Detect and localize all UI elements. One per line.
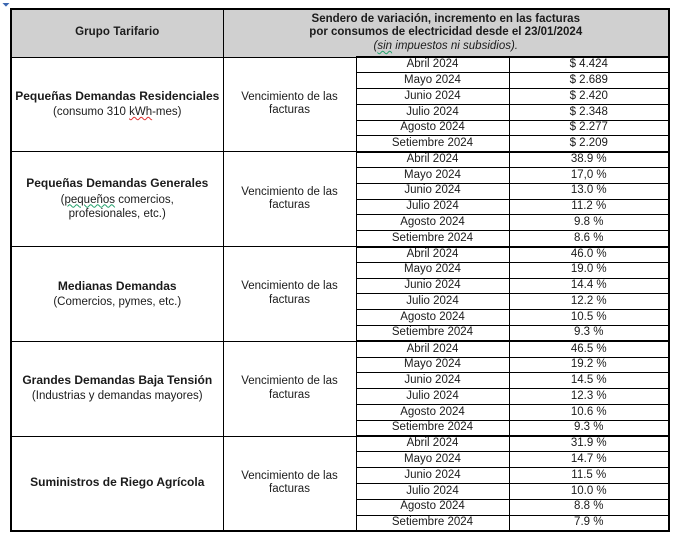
group-title: Pequeñas Demandas Generales	[26, 176, 209, 191]
table-row	[11, 57, 669, 73]
month-cell: Agosto 2024	[356, 215, 509, 231]
group-subtitle	[15, 105, 220, 120]
vencimiento-line-1: Vencimiento de las	[241, 375, 338, 388]
sendero-line-3	[227, 40, 666, 54]
vencimiento-cell-pequenas-demandas-residenciales	[223, 57, 356, 152]
month-cell: Junio 2024	[356, 373, 509, 389]
month-cell: Agosto 2024	[356, 405, 509, 421]
group-name-cell-grandes-demandas-baja-tension	[11, 341, 223, 436]
month-cell: Julio 2024	[356, 484, 509, 500]
value-cell: $ 2.689	[509, 73, 669, 89]
group-name-cell-medianas-demandas	[11, 247, 223, 342]
group-title: Suministros de Riego Agrícola	[30, 475, 205, 490]
table-body	[11, 57, 669, 531]
vencimiento-line-2: facturas	[269, 483, 310, 496]
value-cell: $ 2.277	[509, 120, 669, 136]
month-cell: Julio 2024	[356, 104, 509, 120]
column-header-sendero-variacion	[223, 9, 669, 57]
month-cell: Abril 2024	[356, 57, 509, 73]
month-cell: Agosto 2024	[356, 310, 509, 326]
value-cell: 7.9 %	[509, 515, 669, 531]
group-title: Medianas Demandas	[57, 278, 177, 293]
value-cell: 46.5 %	[509, 341, 669, 357]
value-cell: 12.3 %	[509, 389, 669, 405]
value-cell: 9.3 %	[509, 326, 669, 342]
group-subtitle-prefix: (	[60, 193, 65, 206]
month-cell: Agosto 2024	[356, 120, 509, 136]
value-cell: 8.6 %	[509, 231, 669, 247]
value-cell: 19.0 %	[509, 262, 669, 278]
value-cell: 8.8 %	[509, 499, 669, 515]
month-cell: Abril 2024	[356, 247, 509, 263]
month-cell: Setiembre 2024	[356, 515, 509, 531]
month-cell: Mayo 2024	[356, 73, 509, 89]
month-cell: Julio 2024	[356, 389, 509, 405]
group-name-cell-pequenas-demandas-generales	[11, 152, 223, 247]
month-cell: Abril 2024	[356, 436, 509, 452]
vencimiento-line-1: Vencimiento de las	[241, 90, 338, 103]
value-cell: 9.8 %	[509, 215, 669, 231]
sendero-line3-rest: impuestos ni subsidios).	[392, 39, 518, 52]
value-cell: 19.2 %	[509, 357, 669, 373]
tariff-table	[10, 8, 670, 532]
group-name-cell-suministros-de-riego-agricola	[11, 436, 223, 531]
month-cell: Mayo 2024	[356, 357, 509, 373]
value-cell: 11.2 %	[509, 199, 669, 215]
month-cell: Mayo 2024	[356, 262, 509, 278]
group-subtitle-flagged-word: kWh	[129, 106, 153, 119]
month-cell: Abril 2024	[356, 152, 509, 168]
sendero-line-2: por consumos de electricidad desde el 23/01/2024	[309, 26, 583, 39]
sendero-line3-flagged-word: sin	[377, 39, 393, 52]
month-cell: Setiembre 2024	[356, 420, 509, 436]
vencimiento-line-1: Vencimiento de las	[241, 469, 338, 482]
value-cell: $ 2.348	[509, 104, 669, 120]
header-row	[11, 9, 669, 57]
month-cell: Setiembre 2024	[356, 136, 509, 152]
vencimiento-line-1: Vencimiento de las	[241, 280, 338, 293]
table-row	[11, 436, 669, 452]
sendero-line-1: Sendero de variación, incremento en las facturas	[311, 12, 580, 25]
value-cell: 17,0 %	[509, 168, 669, 184]
value-cell: 31.9 %	[509, 436, 669, 452]
vencimiento-line-2: facturas	[269, 199, 310, 212]
month-cell: Junio 2024	[356, 183, 509, 199]
group-subtitle	[15, 193, 220, 208]
month-cell: Mayo 2024	[356, 168, 509, 184]
table-header	[11, 9, 669, 57]
value-cell: 9.3 %	[509, 420, 669, 436]
group-subtitle-line-2: profesionales, etc.)	[68, 208, 166, 221]
value-cell: 11.5 %	[509, 468, 669, 484]
group-subtitle-flagged-word: pequeños	[64, 193, 116, 206]
group-subtitle: (Comercios, pymes, etc.)	[53, 295, 182, 308]
object-anchor-icon: ⏷	[2, 0, 10, 11]
month-cell: Junio 2024	[356, 278, 509, 294]
group-subtitle-rest: comercios,	[115, 193, 174, 206]
value-cell: $ 4.424	[509, 57, 669, 73]
value-cell: 14.7 %	[509, 452, 669, 468]
month-cell: Agosto 2024	[356, 499, 509, 515]
value-cell: 46.0 %	[509, 247, 669, 263]
table-row	[11, 152, 669, 168]
tariff-table-container	[10, 8, 668, 531]
group-name-cell-pequenas-demandas-residenciales	[11, 57, 223, 152]
value-cell: 14.5 %	[509, 373, 669, 389]
month-cell: Mayo 2024	[356, 452, 509, 468]
value-cell: $ 2.420	[509, 89, 669, 105]
vencimiento-line-1: Vencimiento de las	[241, 185, 338, 198]
sendero-line3-prefix: (	[373, 39, 378, 52]
table-row	[11, 247, 669, 263]
month-cell: Julio 2024	[356, 294, 509, 310]
value-cell: 38.9 %	[509, 152, 669, 168]
group-title: Grandes Demandas Baja Tensión	[22, 373, 213, 388]
value-cell: 10.0 %	[509, 484, 669, 500]
vencimiento-cell-pequenas-demandas-generales	[223, 152, 356, 247]
table-row	[11, 341, 669, 357]
value-cell: 14.4 %	[509, 278, 669, 294]
value-cell: 13.0 %	[509, 183, 669, 199]
value-cell: 12.2 %	[509, 294, 669, 310]
value-cell: $ 2.209	[509, 136, 669, 152]
value-cell: 10.5 %	[509, 310, 669, 326]
group-subtitle-rest: -mes)	[152, 106, 182, 119]
vencimiento-cell-medianas-demandas	[223, 247, 356, 342]
vencimiento-cell-grandes-demandas-baja-tension	[223, 341, 356, 436]
value-cell: 10.6 %	[509, 405, 669, 421]
column-header-grupo-tarifario: Grupo Tarifario	[11, 9, 223, 57]
group-subtitle: (Industrias y demandas mayores)	[31, 390, 203, 403]
vencimiento-line-2: facturas	[269, 388, 310, 401]
month-cell: Julio 2024	[356, 199, 509, 215]
vencimiento-line-2: facturas	[269, 104, 310, 117]
month-cell: Setiembre 2024	[356, 326, 509, 342]
month-cell: Junio 2024	[356, 468, 509, 484]
month-cell: Junio 2024	[356, 89, 509, 105]
month-cell: Abril 2024	[356, 341, 509, 357]
group-subtitle-prefix: (consumo 310	[53, 106, 130, 119]
vencimiento-line-2: facturas	[269, 293, 310, 306]
group-title: Pequeñas Demandas Residenciales	[15, 88, 220, 103]
month-cell: Setiembre 2024	[356, 231, 509, 247]
vencimiento-cell-suministros-de-riego-agricola	[223, 436, 356, 531]
